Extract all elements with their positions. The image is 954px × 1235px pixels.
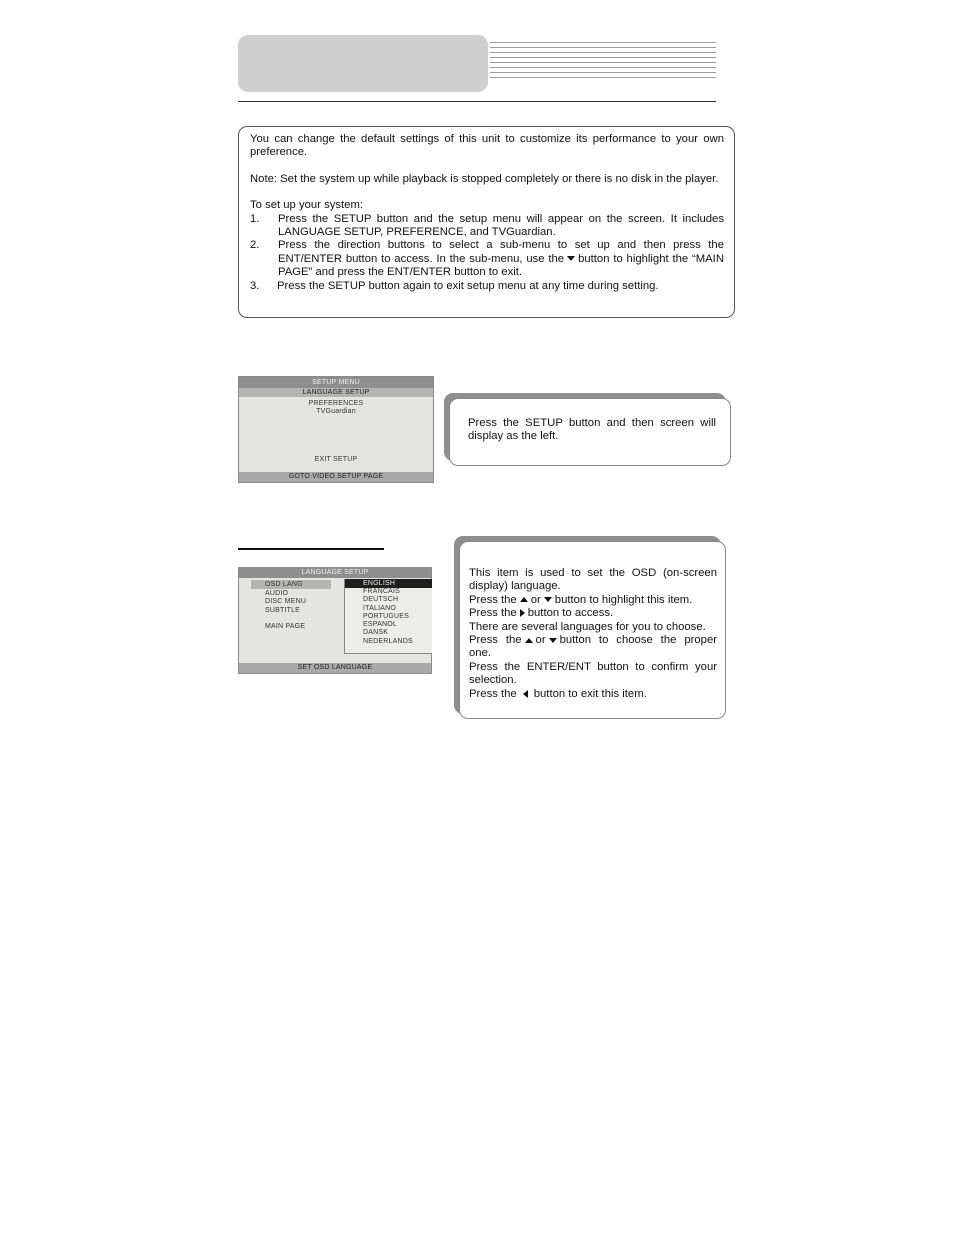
step-item	[250, 239, 724, 279]
callout-osd-line: There are several languages for you to choose.	[469, 620, 706, 633]
right-arrow-icon	[520, 609, 525, 617]
step-item	[250, 213, 724, 240]
option-item: DANSK	[363, 629, 389, 637]
option-item: FRANCAIS	[363, 588, 400, 595]
language-setup-title: LANGUAGE SETUP	[239, 568, 431, 578]
lang-item-disc-menu: DISC MENU	[265, 598, 307, 606]
setup-menu-item-preferences: PREFERENCES	[308, 400, 364, 407]
step-text: Press the SETUP button again to exit setup menu at any time during setting.	[277, 279, 659, 292]
option-item: ITALIANO	[363, 604, 396, 612]
intro-note: Note: Set the system up while playback is stopped completely or there is no disk in the player.	[250, 172, 719, 185]
language-setup-screen	[238, 567, 432, 674]
callout-osd-line: Press the ENTER/ENT button to confirm your selection.	[469, 660, 717, 687]
option-item: NEDERLANDS	[363, 637, 413, 645]
header-lines	[490, 42, 716, 82]
language-setup-items	[265, 581, 306, 632]
up-arrow-icon	[525, 638, 533, 643]
lang-item-audio: AUDIO	[265, 589, 289, 597]
option-item: DEUTSCH	[363, 596, 399, 604]
step-number: 1.	[250, 212, 260, 225]
intro-box	[238, 126, 735, 318]
callout-osd-line: Press the button to access.	[469, 607, 614, 620]
option-item: ESPANOL	[363, 621, 397, 629]
callout-osd-line: This item is used to set the OSD (on-screen display) language.	[469, 567, 717, 593]
option-selected: ENGLISH	[345, 579, 432, 588]
lang-item-osd: OSD LANG	[265, 581, 303, 588]
callout-osd-language	[459, 541, 726, 719]
step-number: 3.	[250, 279, 260, 292]
setup-menu-item-language: LANGUAGE SETUP	[239, 388, 433, 397]
step-number: 2.	[250, 239, 260, 252]
setup-menu-exit: EXIT SETUP	[314, 456, 358, 463]
up-arrow-icon	[520, 597, 528, 602]
left-arrow-icon	[523, 690, 528, 698]
intro-steps	[250, 213, 724, 293]
step-item	[250, 280, 724, 293]
setup-menu-item-tvguardian: TVGuardian	[316, 408, 356, 415]
callout-setup	[449, 398, 731, 466]
section-underline	[238, 548, 384, 550]
setup-menu-screen	[238, 376, 434, 483]
callout-osd-line: Press the or button to highlight this item.	[469, 593, 693, 606]
down-arrow-icon	[544, 597, 552, 602]
callout-setup-text: Press the SETUP button and then screen will display as the left.	[468, 417, 716, 443]
setup-menu-footer: GOTO VIDEO SETUP PAGE	[239, 472, 433, 482]
down-arrow-icon	[549, 638, 557, 643]
language-setup-footer: SET OSD LANGUAGE	[239, 663, 431, 673]
callout-osd-line: Press the or button to choose the proper one.	[469, 634, 717, 660]
down-arrow-icon	[567, 256, 575, 261]
header-rule	[238, 101, 716, 102]
header-tab	[238, 35, 488, 92]
step-text: Press the direction buttons to select a sub-menu to set up and then press the ENT/ENTER button to access. In the sub-menu, use the button to highlight the “MAIN PAGE” and press the ENT/ENTER button to exit.	[278, 239, 724, 279]
option-item: PORTUGUES	[363, 612, 410, 620]
language-options-list	[344, 579, 432, 654]
lang-item-main-page: MAIN PAGE	[265, 623, 306, 631]
setup-menu-title: SETUP MENU	[239, 377, 433, 388]
intro-steps-heading: To set up your system:	[250, 199, 364, 212]
lang-item-subtitle: SUBTITLE	[265, 606, 301, 614]
step-text: Press the SETUP button and the setup menu will appear on the screen. It includes LANGUAGE SETUP, PREFERENCE, and TVGuardian.	[278, 212, 724, 239]
intro-paragraph: You can change the default settings of this unit to customize its performance to your own preference.	[250, 133, 724, 159]
callout-osd-line: Press the button to exit this item.	[469, 687, 647, 700]
